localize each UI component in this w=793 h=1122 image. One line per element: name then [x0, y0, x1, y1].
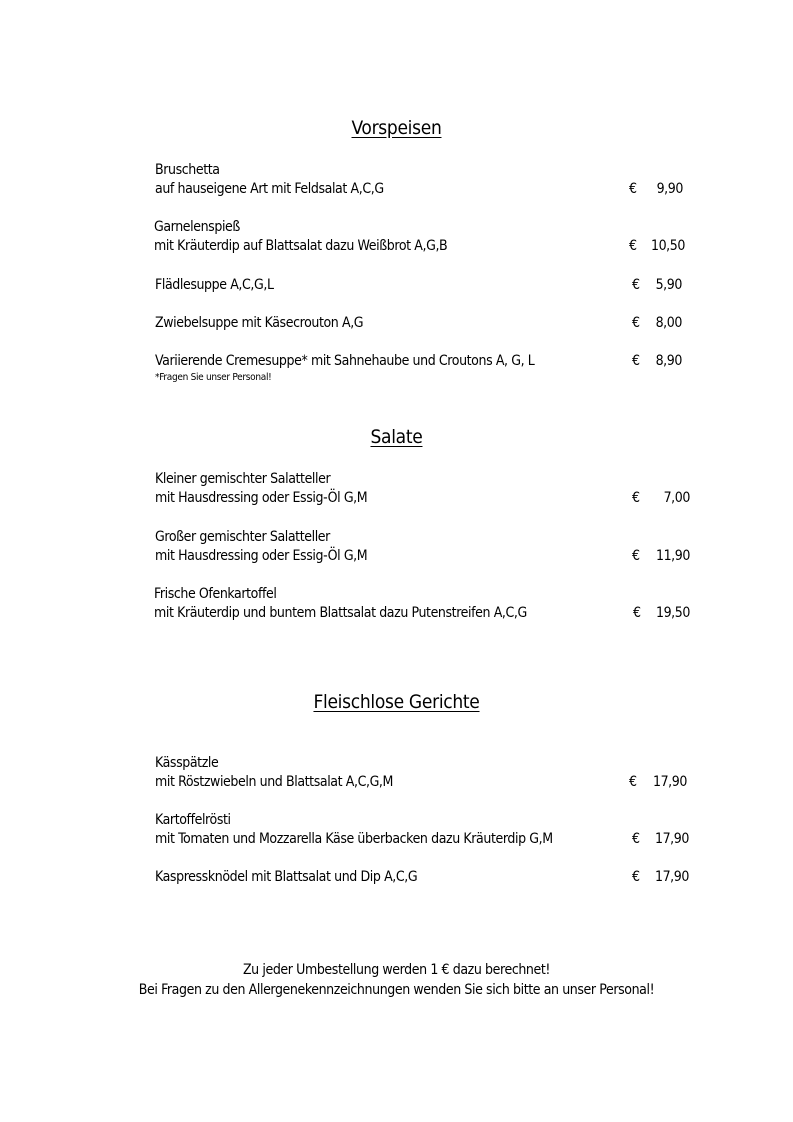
item-name: Kässpätzle — [155, 755, 219, 771]
item-desc: mit Hausdressing oder Essig-Öl G,M — [155, 490, 368, 506]
item-desc: mit Kräuterdip auf Blattsalat dazu Weißbrot A,G,B — [154, 238, 448, 254]
item-name: Kartoffelrösti — [155, 812, 231, 828]
currency-symbol: € — [629, 181, 638, 197]
section-title-salate: Salate — [370, 426, 423, 448]
item-desc: auf hauseigene Art mit Feldsalat A,C,G — [155, 181, 384, 197]
item-price: 5,90 — [655, 277, 682, 293]
item-name: Frische Ofenkartoffel — [154, 586, 277, 602]
currency-symbol: € — [632, 277, 641, 293]
item-name: Großer gemischter Salatteller — [155, 529, 330, 545]
item-price: 11,90 — [655, 548, 690, 564]
item-price: 9,90 — [656, 181, 683, 197]
currency-symbol: € — [632, 831, 641, 847]
item-price: 17,90 — [652, 774, 687, 790]
currency-symbol: € — [633, 605, 642, 621]
item-price: 7,00 — [663, 490, 690, 506]
item-price: 17,90 — [654, 869, 689, 885]
item-name: Flädlesuppe A,C,G,L — [155, 277, 274, 293]
footer-surcharge-note: Zu jeder Umbestellung werden 1 € dazu berechnet! — [242, 962, 551, 978]
currency-symbol: € — [632, 869, 641, 885]
currency-symbol: € — [632, 315, 641, 331]
section-title-vorspeisen: Vorspeisen — [351, 117, 442, 139]
currency-symbol: € — [632, 353, 641, 369]
footer-allergen-note: Bei Fragen zu den Allergenekennzeichnungen wenden Sie sich bitte an unser Personal! — [138, 982, 655, 998]
item-desc: mit Kräuterdip und buntem Blattsalat dazu Putenstreifen A,C,G — [154, 605, 527, 621]
item-price: 8,00 — [655, 315, 682, 331]
currency-symbol: € — [629, 774, 638, 790]
item-name: Kaspressknödel mit Blattsalat und Dip A,C,G — [155, 869, 418, 885]
item-desc: mit Hausdressing oder Essig-Öl G,M — [155, 548, 368, 564]
item-name: Kleiner gemischter Salatteller — [155, 471, 331, 487]
item-name: Bruschetta — [155, 162, 220, 178]
item-desc: mit Tomaten und Mozzarella Käse überbacken dazu Kräuterdip G,M — [155, 831, 553, 847]
item-price: 19,50 — [655, 605, 690, 621]
currency-symbol: € — [632, 490, 641, 506]
item-price: 10,50 — [650, 238, 685, 254]
item-note: *Fragen Sie unser Personal! — [155, 372, 272, 383]
item-name: Variierende Cremesuppe* mit Sahnehaube und Croutons A, G, L — [155, 353, 535, 369]
item-price: 17,90 — [654, 831, 689, 847]
item-desc: mit Röstzwiebeln und Blattsalat A,C,G,M — [155, 774, 393, 790]
currency-symbol: € — [629, 238, 638, 254]
item-name: Garnelenspieß — [154, 219, 240, 235]
currency-symbol: € — [632, 548, 641, 564]
item-name: Zwiebelsuppe mit Käsecrouton A,G — [155, 315, 364, 331]
item-price: 8,90 — [655, 353, 682, 369]
section-title-fleischlose-gerichte: Fleischlose Gerichte — [313, 691, 480, 713]
